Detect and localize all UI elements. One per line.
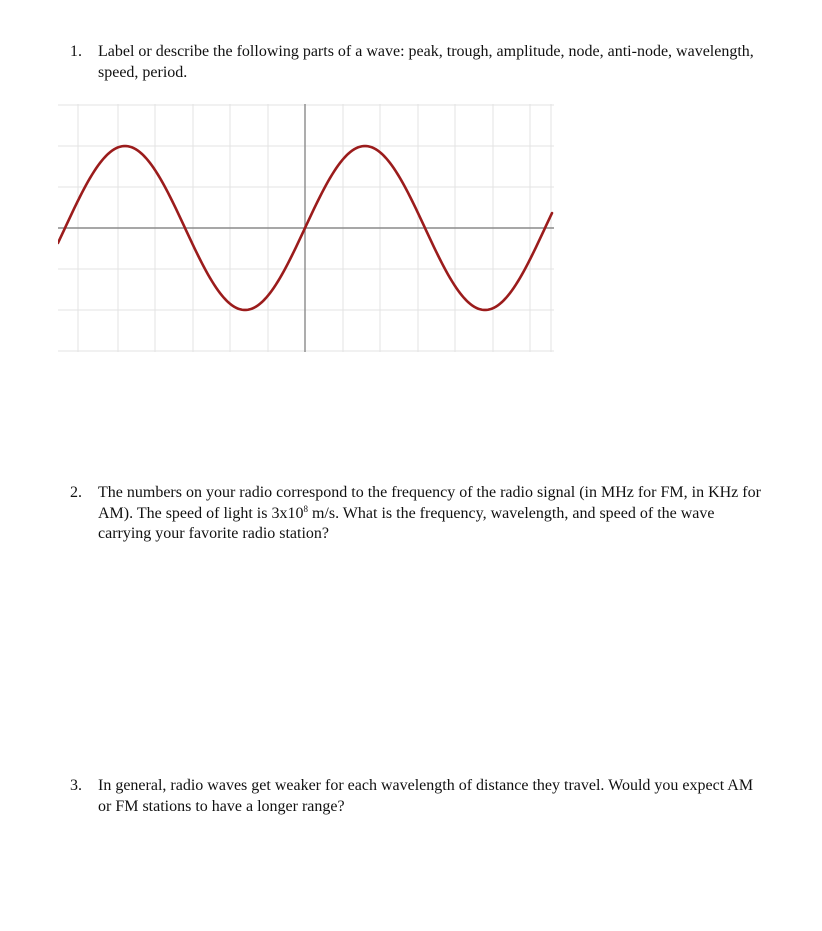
- question-2-exponent: 8: [303, 503, 308, 514]
- question-2-text-part-1: The numbers on your radio correspond to the frequency of the radio signal (in MHz for FM, in KHz for AM). The speed of light is 3x10: [98, 484, 761, 522]
- question-1-number: 1.: [70, 43, 82, 60]
- question-2-text: [98, 483, 770, 545]
- question-3: [70, 776, 770, 817]
- question-2-text-part-2: m/s. What is the frequency, wavelength, and speed of the wave carrying your favorite radio station?: [98, 504, 715, 542]
- question-3-number: 3.: [70, 777, 82, 794]
- question-2-number: 2.: [70, 484, 82, 501]
- question-1: [70, 42, 770, 83]
- question-1-text: Label or describe the following parts of a wave: peak, trough, amplitude, node, anti-node, wavelength, speed, period.: [98, 43, 754, 81]
- question-2: [70, 483, 770, 545]
- sine-wave-figure: [58, 104, 554, 352]
- question-3-text: In general, radio waves get weaker for each wavelength of distance they travel. Would you expect AM or FM stations to have a longer range?: [98, 777, 754, 815]
